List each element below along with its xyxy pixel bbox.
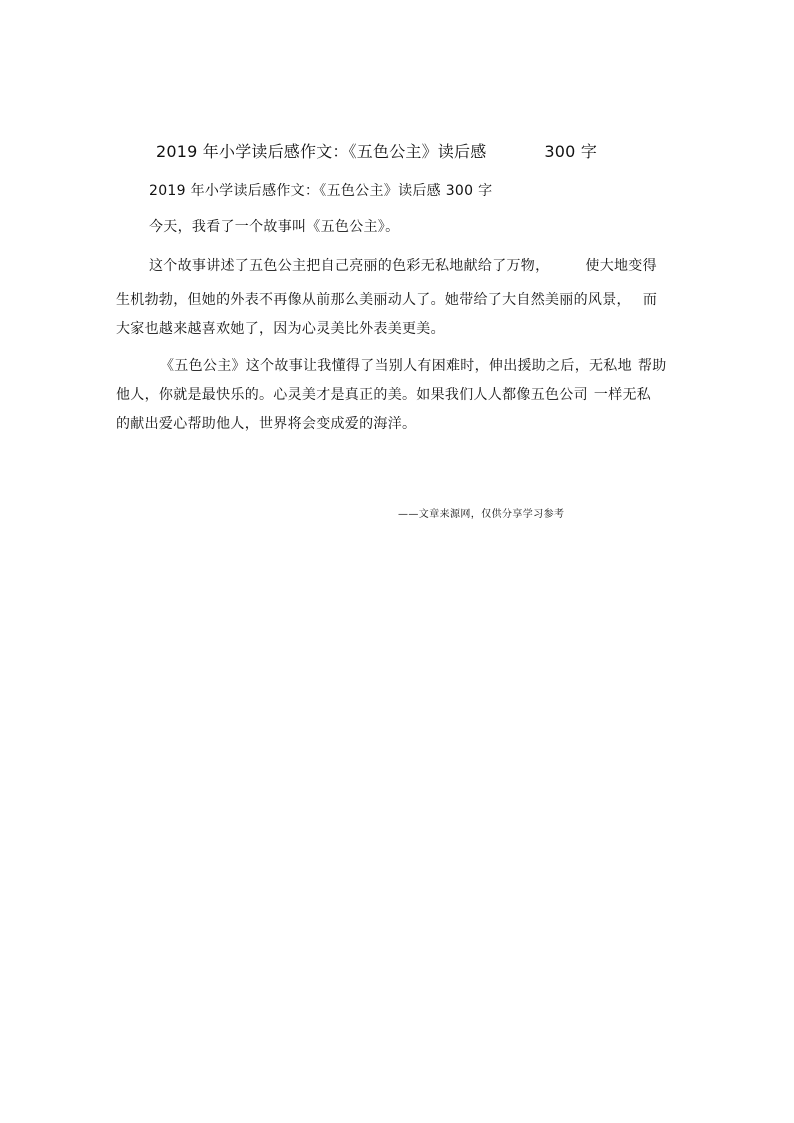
source-footer: ——文章来源网，仅供分享学习参考 [398, 509, 565, 520]
paragraph-2-line-1 [149, 256, 657, 276]
paragraph-3-line-2-part-2: 一样无私 [593, 387, 652, 403]
paragraph-3-line-2-part-1: 他人，你就是最快乐的。心灵美才是真正的美。如果我们人人都像五色公司 [116, 387, 588, 403]
paragraph-1: 今天，我看了一个故事叫《五色公主》。 [149, 219, 400, 235]
paragraph-3-line-3: 的献出爱心帮助他人，世界将会变成爱的海洋。 [116, 416, 417, 432]
paragraph-2-line-1-part-1: 这个故事讲述了五色公主把自己亮丽的色彩无私地献给了万物， [149, 258, 550, 274]
paragraph-2-line-2-part-2: 而 [642, 292, 658, 308]
paragraph-3-line-1 [160, 356, 667, 376]
title-suffix: 300 字 [544, 142, 598, 161]
paragraph-2-line-3: 大家也越来越喜欢她了，因为心灵美比外表美更美。 [116, 321, 445, 337]
paragraph-2-line-2-part-1: 生机勃勃，但她的外表不再像从前那么美丽动人了。她带给了大自然美丽的风景， [116, 292, 631, 308]
paragraph-2-line-2 [116, 290, 657, 310]
document-subtitle: 2019 年小学读后感作文：《五色公主》读后感 300 字 [149, 183, 493, 199]
paragraph-3-line-2 [116, 385, 651, 405]
paragraph-3-line-1-part-2: 帮助 [637, 358, 667, 374]
paragraph-3-line-1-part-1: 《五色公主》这个故事让我懂得了当别人有困难时，伸出援助之后，无私地 [160, 358, 632, 374]
title-main: 2019 年小学读后感作文：《五色公主》读后感 [156, 142, 487, 161]
document-title [156, 141, 597, 163]
paragraph-2-line-1-part-2: 使大地变得 [585, 258, 657, 274]
